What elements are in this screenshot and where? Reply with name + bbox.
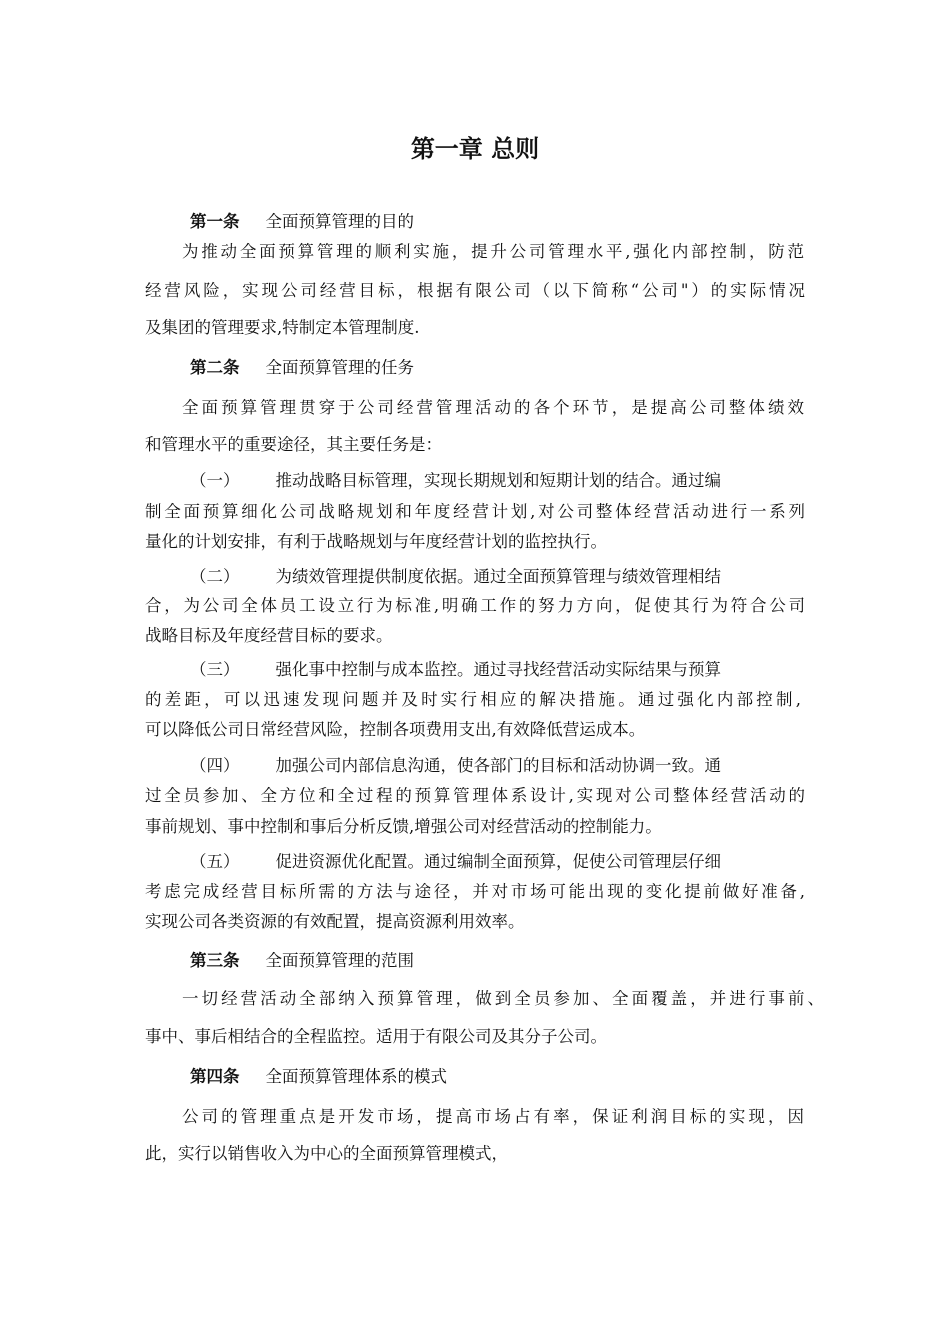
paragraph-line: 制全面预算细化公司战略规划和年度经营计划,对公司整体经营活动进行一系列 — [145, 502, 805, 521]
list-item-first-line — [190, 565, 804, 589]
article-heading-text: 全面预算管理体系的模式 — [265, 1067, 447, 1086]
article-heading-text: 全面预算管理的范围 — [265, 951, 414, 970]
article-3-heading — [190, 949, 870, 973]
article-label: 第二条 — [190, 358, 240, 377]
list-item-first-line — [190, 658, 804, 682]
article-label: 第一条 — [190, 212, 240, 231]
article-1-heading — [190, 210, 870, 234]
article-label: 第四条 — [190, 1067, 240, 1086]
paragraph-line: 事前规划、事中控制和事后分析反馈,增强公司对经营活动的控制能力。 — [145, 817, 662, 836]
article-4-heading — [190, 1065, 870, 1089]
article-heading-text: 全面预算管理的目的 — [265, 212, 414, 231]
list-item-number: （一） — [190, 471, 240, 490]
paragraph-line: 的差距，可以迅速发现问题并及时实行相应的解决措施。通过强化内部控制, — [145, 690, 801, 709]
paragraph-line: 及集团的管理要求,特制定本管理制度. — [145, 318, 420, 337]
article-2-heading — [190, 356, 870, 380]
paragraph-line: 全面预算管理贯穿于公司经营管理活动的各个环节，是提高公司整体绩效 — [182, 398, 804, 417]
paragraph-line: 和管理水平的重要途径，其主要任务是： — [145, 435, 442, 454]
paragraph-line: 合，为公司全体员工设立行为标准,明确工作的努力方向，促使其行为符合公司 — [145, 596, 805, 615]
paragraph-line: 战略目标及年度经营目标的要求。 — [145, 626, 393, 645]
list-item-text: 为绩效管理提供制度依据。通过全面预算管理与绩效管理相结 — [275, 567, 721, 586]
list-item-text: 强化事中控制与成本监控。通过寻找经营活动实际结果与预算 — [275, 660, 721, 679]
list-item-text: 推动战略目标管理，实现长期规划和短期计划的结合。通过编 — [275, 471, 721, 490]
article-label: 第三条 — [190, 951, 240, 970]
paragraph-line: 考虑完成经营目标所需的方法与途径，并对市场可能出现的变化提前做好准备, — [145, 882, 805, 901]
list-item-number: （四） — [190, 756, 240, 775]
paragraph-line: 此，实行以销售收入为中心的全面预算管理模式， — [145, 1144, 508, 1163]
paragraph-line: 一切经营活动全部纳入预算管理，做到全员参加、全面覆盖，并进行事前、 — [182, 989, 824, 1008]
list-item-number: （三） — [190, 660, 240, 679]
list-item-number: （五） — [190, 852, 240, 871]
chapter-title: 第一章 总则 — [410, 135, 540, 163]
article-heading-text: 全面预算管理的任务 — [265, 358, 414, 377]
paragraph-line: 可以降低公司日常经营风险，控制各项费用支出,有效降低营运成本。 — [145, 720, 646, 739]
list-item-text: 促进资源优化配置。通过编制全面预算，促使公司管理层仔细 — [275, 852, 721, 871]
list-item-first-line — [190, 754, 804, 778]
paragraph-line: 为推动全面预算管理的顺利实施，提升公司管理水平,强化内部控制，防范 — [182, 242, 804, 261]
list-item-first-line — [190, 469, 804, 493]
list-item-number: （二） — [190, 567, 240, 586]
paragraph-line: 公司的管理重点是开发市场，提高市场占有率，保证利润目标的实现，因 — [182, 1107, 804, 1126]
paragraph-line: 经营风险，实现公司经营目标，根据有限公司（以下简称“公司"）的实际情况 — [145, 281, 805, 300]
paragraph-line: 量化的计划安排，有利于战略规划与年度经营计划的监控执行。 — [145, 532, 607, 551]
list-item-text: 加强公司内部信息沟通，使各部门的目标和活动协调一致。通 — [275, 756, 721, 775]
paragraph-line: 事中、事后相结合的全程监控。适用于有限公司及其分子公司。 — [145, 1027, 607, 1046]
paragraph-line: 过全员参加、全方位和全过程的预算管理体系设计,实现对公司整体经营活动的 — [145, 786, 805, 805]
list-item-first-line — [190, 850, 804, 874]
paragraph-line: 实现公司各类资源的有效配置，提高资源利用效率。 — [145, 912, 525, 931]
